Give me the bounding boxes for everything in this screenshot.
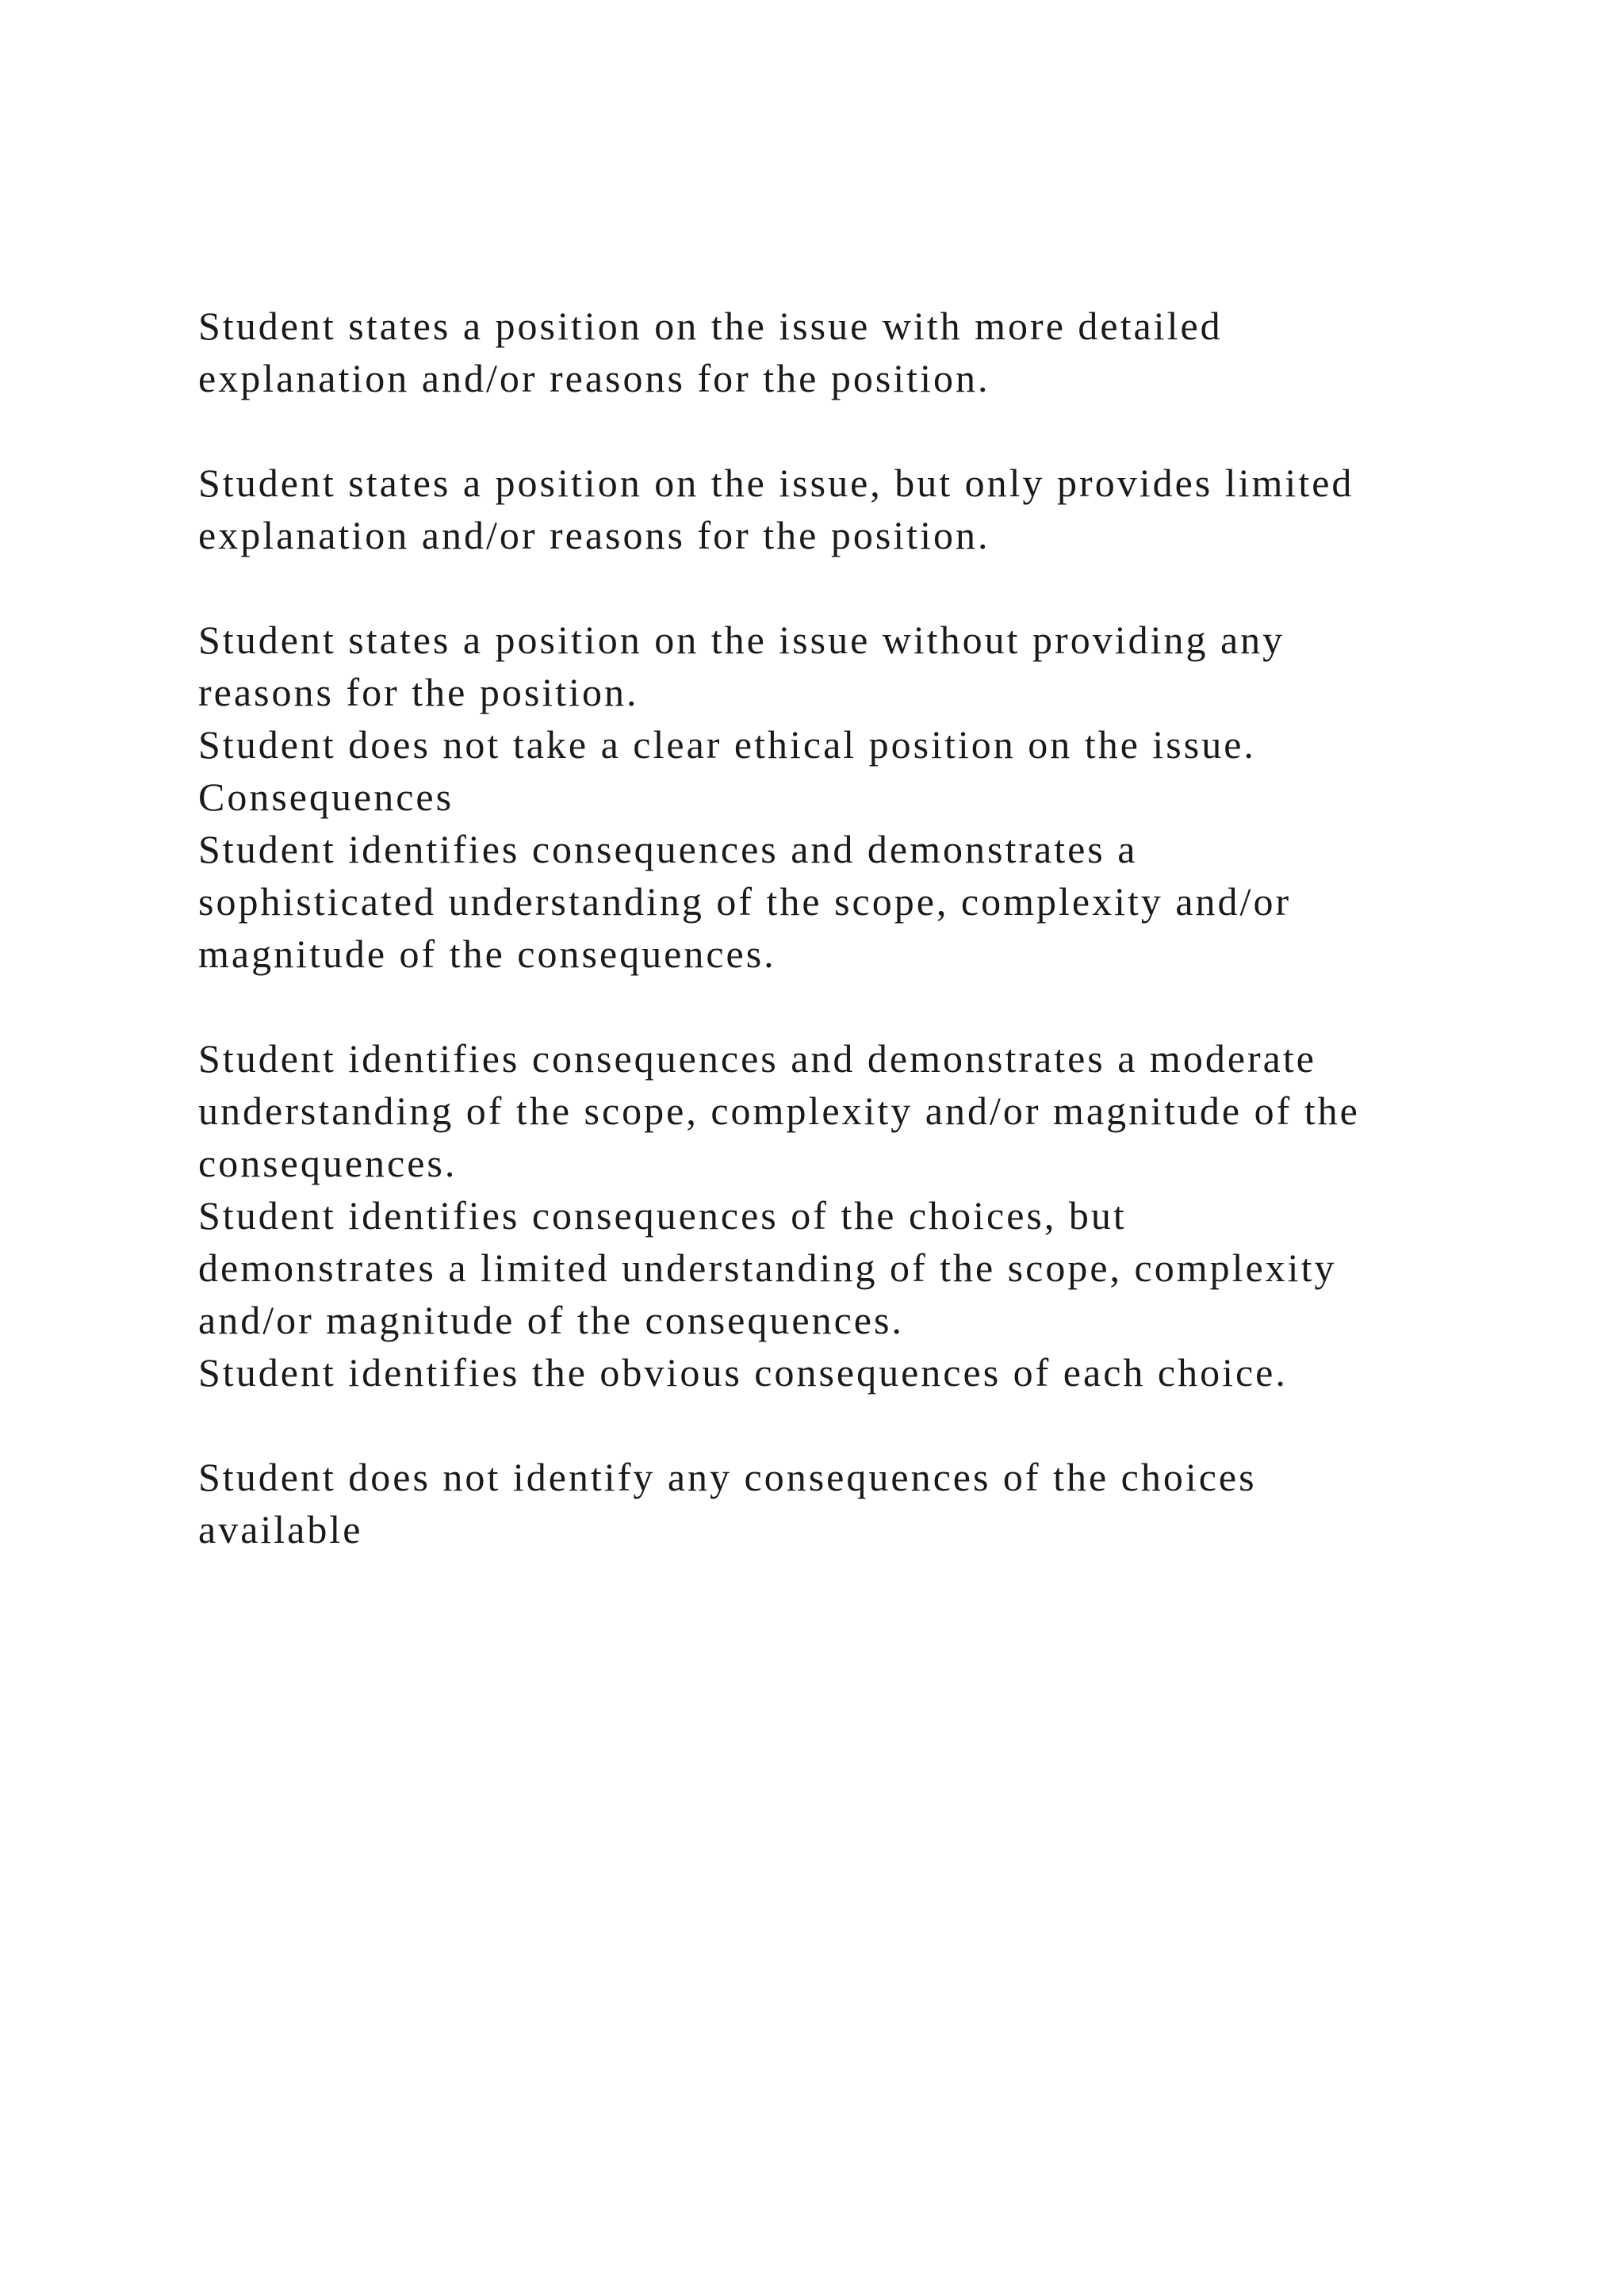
document-body xyxy=(198,300,1507,1556)
text-line: available xyxy=(198,1507,363,1552)
text-line: Student does not take a clear ethical position on the issue. xyxy=(198,722,1256,767)
text-line: sophisticated understanding of the scope, complexity and/or xyxy=(198,879,1292,924)
text-line: explanation and/or reasons for the position. xyxy=(198,513,990,557)
text-line: and/or magnitude of the consequences. xyxy=(198,1298,904,1342)
text-line: Student states a position on the issue, but only provides limited xyxy=(198,461,1354,505)
blank-line xyxy=(198,980,1507,1032)
text-line: Student identifies consequences of the choices, but xyxy=(198,1193,1127,1238)
text-line: Student identifies the obvious consequences of each choice. xyxy=(198,1350,1288,1395)
text-line: consequences. xyxy=(198,1141,458,1185)
text-line: magnitude of the consequences. xyxy=(198,932,776,976)
text-line: explanation and/or reasons for the position. xyxy=(198,356,990,400)
section-heading-consequences: Consequences xyxy=(198,775,454,819)
blank-line xyxy=(198,404,1507,457)
text-line: Student identifies consequences and demonstrates a moderate xyxy=(198,1036,1316,1081)
text-line: understanding of the scope, complexity and/or magnitude of the xyxy=(198,1089,1360,1133)
text-line: Student states a position on the issue without providing any xyxy=(198,618,1285,662)
blank-line xyxy=(198,1399,1507,1451)
blank-line xyxy=(198,561,1507,614)
text-line: demonstrates a limited understanding of the scope, complexity xyxy=(198,1246,1337,1290)
text-line: Student does not identify any consequences of the choices xyxy=(198,1455,1257,1499)
text-line: reasons for the position. xyxy=(198,670,639,714)
text-line: Student states a position on the issue with more detailed xyxy=(198,304,1223,348)
text-line: Student identifies consequences and demonstrates a xyxy=(198,827,1138,871)
